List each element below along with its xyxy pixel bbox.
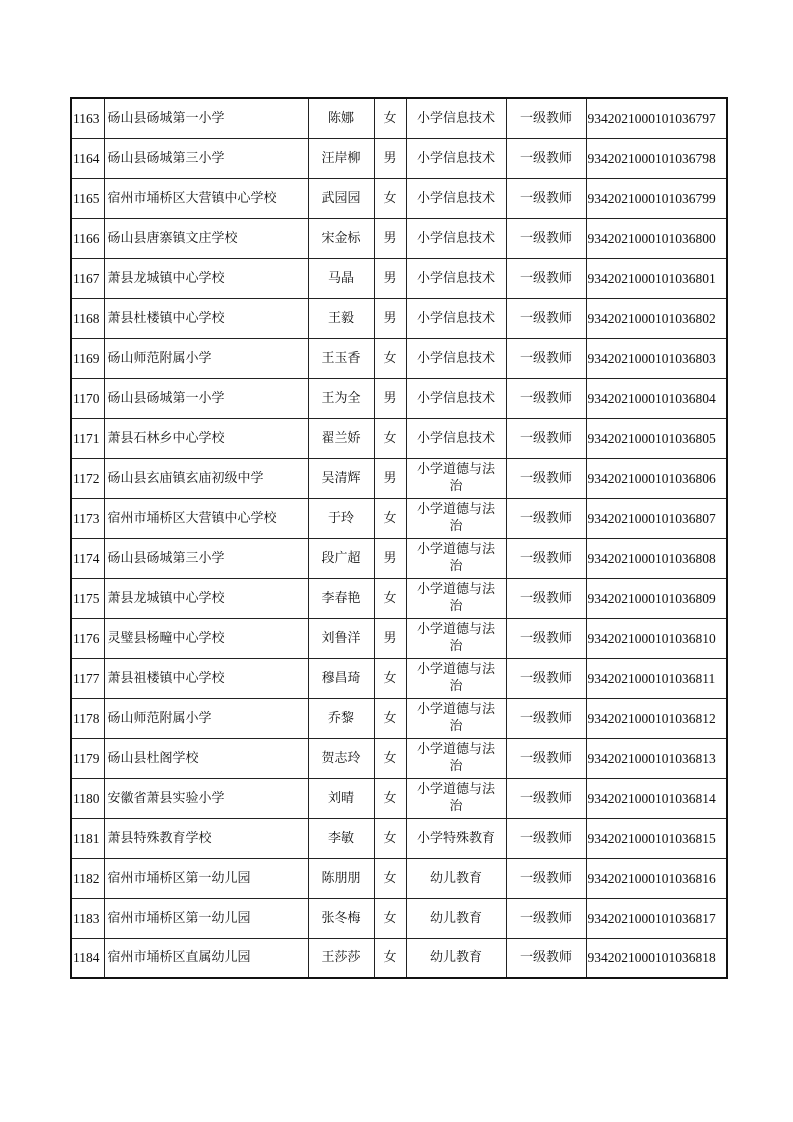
row-number-cell: 1170 <box>71 378 104 418</box>
teacher-name-cell: 李敏 <box>308 818 374 858</box>
teacher-name-cell: 武园园 <box>308 178 374 218</box>
teacher-name-cell: 马晶 <box>308 258 374 298</box>
gender-cell: 女 <box>374 578 406 618</box>
professional-title-cell: 一级教师 <box>506 138 586 178</box>
subject-cell: 小学信息技术 <box>406 298 506 338</box>
gender-cell: 男 <box>374 618 406 658</box>
gender-cell: 男 <box>374 378 406 418</box>
subject-cell: 小学道德与法治 <box>406 458 506 498</box>
row-number-cell: 1168 <box>71 298 104 338</box>
school-name-cell: 砀山县砀城第一小学 <box>104 98 308 138</box>
professional-title-cell: 一级教师 <box>506 418 586 458</box>
table-row <box>71 618 727 658</box>
table-row <box>71 778 727 818</box>
subject-cell: 小学道德与法治 <box>406 618 506 658</box>
certificate-number-cell: 9342021000101036810 <box>586 618 727 658</box>
certificate-number-cell: 9342021000101036813 <box>586 738 727 778</box>
teacher-name-cell: 王为全 <box>308 378 374 418</box>
certificate-number-cell: 9342021000101036814 <box>586 778 727 818</box>
teacher-name-cell: 王莎莎 <box>308 938 374 978</box>
teacher-name-cell: 宋金标 <box>308 218 374 258</box>
subject-cell: 小学信息技术 <box>406 378 506 418</box>
table-row <box>71 138 727 178</box>
teacher-name-cell: 吴清辉 <box>308 458 374 498</box>
row-number-cell: 1175 <box>71 578 104 618</box>
gender-cell: 女 <box>374 858 406 898</box>
school-name-cell: 萧县龙城镇中心学校 <box>104 578 308 618</box>
gender-cell: 女 <box>374 898 406 938</box>
professional-title-cell: 一级教师 <box>506 498 586 538</box>
row-number-cell: 1182 <box>71 858 104 898</box>
row-number-cell: 1167 <box>71 258 104 298</box>
professional-title-cell: 一级教师 <box>506 178 586 218</box>
row-number-cell: 1176 <box>71 618 104 658</box>
professional-title-cell: 一级教师 <box>506 658 586 698</box>
gender-cell: 女 <box>374 418 406 458</box>
teacher-name-cell: 汪岸柳 <box>308 138 374 178</box>
table-row <box>71 898 727 938</box>
certificate-number-cell: 9342021000101036816 <box>586 858 727 898</box>
gender-cell: 男 <box>374 258 406 298</box>
teacher-name-cell: 于玲 <box>308 498 374 538</box>
school-name-cell: 宿州市埇桥区大营镇中心学校 <box>104 178 308 218</box>
certificate-number-cell: 9342021000101036807 <box>586 498 727 538</box>
table-row <box>71 378 727 418</box>
certificate-number-cell: 9342021000101036799 <box>586 178 727 218</box>
school-name-cell: 砀山师范附属小学 <box>104 698 308 738</box>
subject-cell: 小学道德与法治 <box>406 498 506 538</box>
teacher-name-cell: 陈娜 <box>308 98 374 138</box>
subject-cell: 小学信息技术 <box>406 258 506 298</box>
table-row <box>71 338 727 378</box>
subject-cell: 小学信息技术 <box>406 178 506 218</box>
professional-title-cell: 一级教师 <box>506 458 586 498</box>
school-name-cell: 砀山县唐寨镇文庄学校 <box>104 218 308 258</box>
certificate-number-cell: 9342021000101036802 <box>586 298 727 338</box>
professional-title-cell: 一级教师 <box>506 378 586 418</box>
table-row <box>71 98 727 138</box>
gender-cell: 男 <box>374 298 406 338</box>
school-name-cell: 萧县祖楼镇中心学校 <box>104 658 308 698</box>
certificate-number-cell: 9342021000101036812 <box>586 698 727 738</box>
table-row <box>71 298 727 338</box>
certificate-number-cell: 9342021000101036808 <box>586 538 727 578</box>
certificate-number-cell: 9342021000101036804 <box>586 378 727 418</box>
professional-title-cell: 一级教师 <box>506 218 586 258</box>
school-name-cell: 萧县龙城镇中心学校 <box>104 258 308 298</box>
school-name-cell: 宿州市埇桥区大营镇中心学校 <box>104 498 308 538</box>
professional-title-cell: 一级教师 <box>506 898 586 938</box>
school-name-cell: 砀山县玄庙镇玄庙初级中学 <box>104 458 308 498</box>
gender-cell: 男 <box>374 458 406 498</box>
row-number-cell: 1163 <box>71 98 104 138</box>
row-number-cell: 1183 <box>71 898 104 938</box>
school-name-cell: 萧县石林乡中心学校 <box>104 418 308 458</box>
subject-cell: 小学道德与法治 <box>406 538 506 578</box>
gender-cell: 女 <box>374 738 406 778</box>
certificate-number-cell: 9342021000101036800 <box>586 218 727 258</box>
gender-cell: 男 <box>374 138 406 178</box>
table-row <box>71 818 727 858</box>
row-number-cell: 1173 <box>71 498 104 538</box>
table-row <box>71 738 727 778</box>
subject-cell: 小学信息技术 <box>406 338 506 378</box>
professional-title-cell: 一级教师 <box>506 858 586 898</box>
gender-cell: 女 <box>374 98 406 138</box>
gender-cell: 女 <box>374 778 406 818</box>
subject-cell: 小学道德与法治 <box>406 578 506 618</box>
subject-cell: 小学特殊教育 <box>406 818 506 858</box>
school-name-cell: 砀山县砀城第一小学 <box>104 378 308 418</box>
teacher-name-cell: 王玉香 <box>308 338 374 378</box>
table-row <box>71 698 727 738</box>
subject-cell: 小学信息技术 <box>406 98 506 138</box>
row-number-cell: 1164 <box>71 138 104 178</box>
school-name-cell: 萧县特殊教育学校 <box>104 818 308 858</box>
gender-cell: 女 <box>374 938 406 978</box>
row-number-cell: 1179 <box>71 738 104 778</box>
certificate-number-cell: 9342021000101036817 <box>586 898 727 938</box>
gender-cell: 女 <box>374 818 406 858</box>
teacher-name-cell: 段广超 <box>308 538 374 578</box>
teacher-name-cell: 刘晴 <box>308 778 374 818</box>
row-number-cell: 1166 <box>71 218 104 258</box>
professional-title-cell: 一级教师 <box>506 698 586 738</box>
certificate-number-cell: 9342021000101036818 <box>586 938 727 978</box>
table-row <box>71 258 727 298</box>
teacher-name-cell: 陈朋朋 <box>308 858 374 898</box>
row-number-cell: 1171 <box>71 418 104 458</box>
teacher-name-cell: 乔黎 <box>308 698 374 738</box>
table-row <box>71 858 727 898</box>
professional-title-cell: 一级教师 <box>506 258 586 298</box>
subject-cell: 小学道德与法治 <box>406 698 506 738</box>
table-row <box>71 178 727 218</box>
table-row <box>71 538 727 578</box>
teacher-name-cell: 刘鲁洋 <box>308 618 374 658</box>
professional-title-cell: 一级教师 <box>506 618 586 658</box>
certificate-number-cell: 9342021000101036815 <box>586 818 727 858</box>
school-name-cell: 安徽省萧县实验小学 <box>104 778 308 818</box>
table-row <box>71 498 727 538</box>
certificate-number-cell: 9342021000101036798 <box>586 138 727 178</box>
gender-cell: 女 <box>374 658 406 698</box>
certificate-number-cell: 9342021000101036803 <box>586 338 727 378</box>
certificate-number-cell: 9342021000101036806 <box>586 458 727 498</box>
gender-cell: 女 <box>374 698 406 738</box>
certificate-number-cell: 9342021000101036811 <box>586 658 727 698</box>
school-name-cell: 宿州市埇桥区第一幼儿园 <box>104 898 308 938</box>
gender-cell: 男 <box>374 218 406 258</box>
school-name-cell: 砀山县杜阁学校 <box>104 738 308 778</box>
row-number-cell: 1180 <box>71 778 104 818</box>
table-row <box>71 458 727 498</box>
professional-title-cell: 一级教师 <box>506 538 586 578</box>
certificate-number-cell: 9342021000101036809 <box>586 578 727 618</box>
professional-title-cell: 一级教师 <box>506 98 586 138</box>
school-name-cell: 萧县杜楼镇中心学校 <box>104 298 308 338</box>
table-row <box>71 938 727 978</box>
subject-cell: 小学信息技术 <box>406 418 506 458</box>
teacher-name-cell: 王毅 <box>308 298 374 338</box>
row-number-cell: 1174 <box>71 538 104 578</box>
teacher-name-cell: 翟兰娇 <box>308 418 374 458</box>
gender-cell: 女 <box>374 178 406 218</box>
subject-cell: 幼儿教育 <box>406 898 506 938</box>
table-body <box>71 98 727 978</box>
subject-cell: 小学信息技术 <box>406 218 506 258</box>
professional-title-cell: 一级教师 <box>506 298 586 338</box>
subject-cell: 小学道德与法治 <box>406 658 506 698</box>
professional-title-cell: 一级教师 <box>506 738 586 778</box>
subject-cell: 幼儿教育 <box>406 938 506 978</box>
subject-cell: 小学道德与法治 <box>406 738 506 778</box>
table-row <box>71 218 727 258</box>
professional-title-cell: 一级教师 <box>506 578 586 618</box>
row-number-cell: 1169 <box>71 338 104 378</box>
gender-cell: 女 <box>374 498 406 538</box>
professional-title-cell: 一级教师 <box>506 818 586 858</box>
school-name-cell: 宿州市埇桥区第一幼儿园 <box>104 858 308 898</box>
school-name-cell: 砀山县砀城第三小学 <box>104 138 308 178</box>
professional-title-cell: 一级教师 <box>506 778 586 818</box>
row-number-cell: 1172 <box>71 458 104 498</box>
certificate-number-cell: 9342021000101036797 <box>586 98 727 138</box>
table-row <box>71 658 727 698</box>
school-name-cell: 砀山师范附属小学 <box>104 338 308 378</box>
gender-cell: 女 <box>374 338 406 378</box>
gender-cell: 男 <box>374 538 406 578</box>
certificate-number-cell: 9342021000101036805 <box>586 418 727 458</box>
table-row <box>71 578 727 618</box>
certificate-number-cell: 9342021000101036801 <box>586 258 727 298</box>
school-name-cell: 灵璧县杨疃中心学校 <box>104 618 308 658</box>
teacher-name-cell: 贺志玲 <box>308 738 374 778</box>
row-number-cell: 1181 <box>71 818 104 858</box>
subject-cell: 幼儿教育 <box>406 858 506 898</box>
teacher-name-cell: 李春艳 <box>308 578 374 618</box>
table-row <box>71 418 727 458</box>
row-number-cell: 1178 <box>71 698 104 738</box>
subject-cell: 小学道德与法治 <box>406 778 506 818</box>
subject-cell: 小学信息技术 <box>406 138 506 178</box>
row-number-cell: 1184 <box>71 938 104 978</box>
teacher-name-cell: 穆昌琦 <box>308 658 374 698</box>
professional-title-cell: 一级教师 <box>506 938 586 978</box>
teacher-list-table <box>70 97 728 979</box>
teacher-name-cell: 张冬梅 <box>308 898 374 938</box>
row-number-cell: 1177 <box>71 658 104 698</box>
school-name-cell: 砀山县砀城第三小学 <box>104 538 308 578</box>
school-name-cell: 宿州市埇桥区直属幼儿园 <box>104 938 308 978</box>
professional-title-cell: 一级教师 <box>506 338 586 378</box>
row-number-cell: 1165 <box>71 178 104 218</box>
